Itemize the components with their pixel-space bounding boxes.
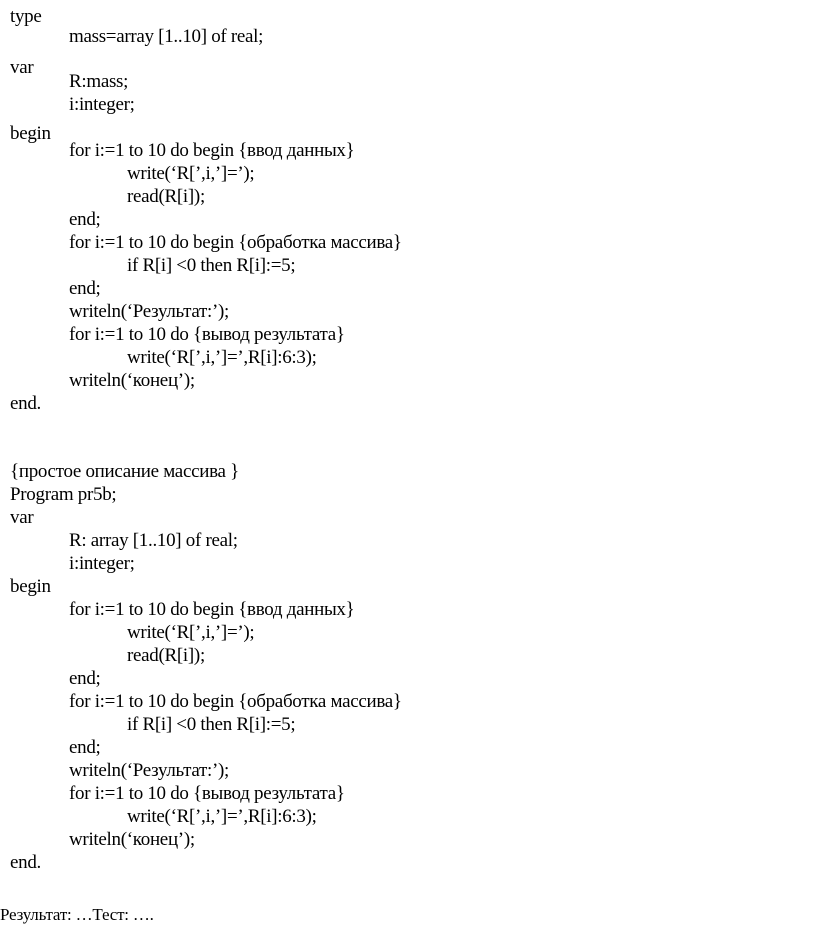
read-statement: read(R[i]); xyxy=(127,186,205,207)
program-end: end. xyxy=(10,852,41,873)
program-end: end. xyxy=(10,393,41,414)
process-loop-header: for i:=1 to 10 do begin {обработка массива} xyxy=(69,691,402,712)
writeln-end-statement: writeln(‘конец’); xyxy=(69,829,195,850)
process-loop-header: for i:=1 to 10 do begin {обработка массива} xyxy=(69,232,402,253)
i-variable-declaration: i:integer; xyxy=(69,553,135,574)
end-process-loop: end; xyxy=(69,737,101,758)
array-comment: {простое описание массива } xyxy=(10,461,239,482)
output-loop-header: for i:=1 to 10 do {вывод результата} xyxy=(69,783,345,804)
writeln-result-statement: writeln(‘Результат:’); xyxy=(69,301,230,322)
var-keyword: var xyxy=(10,507,34,528)
input-loop-header: for i:=1 to 10 do begin {ввод данных} xyxy=(69,140,355,161)
var-keyword: var xyxy=(10,57,34,78)
r-array-declaration: R: array [1..10] of real; xyxy=(69,530,238,551)
i-variable-declaration: i:integer; xyxy=(69,94,135,115)
result-test-footer: Результат: …Тест: …. xyxy=(0,905,154,924)
write-prompt-statement: write(‘R[’,i,’]=’); xyxy=(127,622,255,643)
read-statement: read(R[i]); xyxy=(127,645,205,666)
if-statement: if R[i] <0 then R[i]:=5; xyxy=(127,255,296,276)
writeln-result-statement: writeln(‘Результат:’); xyxy=(69,760,230,781)
if-statement: if R[i] <0 then R[i]:=5; xyxy=(127,714,296,735)
type-keyword: type xyxy=(10,6,42,27)
output-loop-header: for i:=1 to 10 do {вывод результата} xyxy=(69,324,345,345)
program-header: Program pr5b; xyxy=(10,484,117,505)
r-variable-declaration: R:mass; xyxy=(69,71,129,92)
input-loop-header: for i:=1 to 10 do begin {ввод данных} xyxy=(69,599,355,620)
writeln-end-statement: writeln(‘конец’); xyxy=(69,370,195,391)
begin-keyword: begin xyxy=(10,576,51,597)
end-input-loop: end; xyxy=(69,668,101,689)
mass-type-declaration: mass=array [1..10] of real; xyxy=(69,26,264,47)
write-output-statement: write(‘R[’,i,’]=’,R[i]:6:3); xyxy=(127,806,317,827)
begin-keyword: begin xyxy=(10,123,51,144)
write-prompt-statement: write(‘R[’,i,’]=’); xyxy=(127,163,255,184)
end-input-loop: end; xyxy=(69,209,101,230)
end-process-loop: end; xyxy=(69,278,101,299)
write-output-statement: write(‘R[’,i,’]=’,R[i]:6:3); xyxy=(127,347,317,368)
